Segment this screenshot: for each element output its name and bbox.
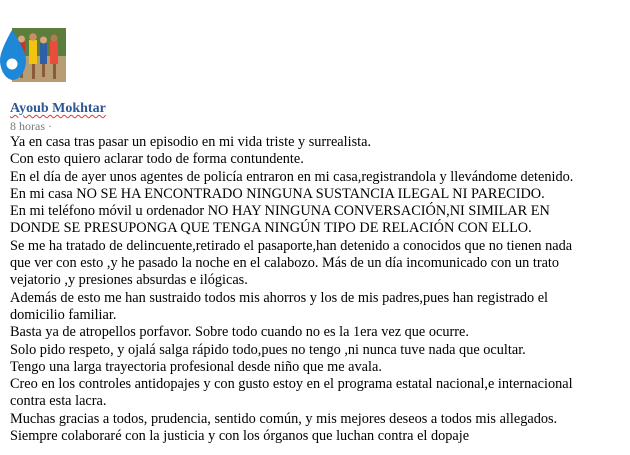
post-body — [10, 134, 624, 445]
post-line: Tengo una larga trayectoria profesional desde niño que me avala. — [10, 358, 382, 375]
post-line: Creo en los controles antidopajes y con gusto estoy en el programa estatal nacional,e internacional — [10, 376, 573, 393]
post-line: En mi teléfono móvil u ordenador NO HAY NINGUNA CONVERSACIÓN,NI SIMILAR EN — [10, 203, 550, 220]
post-line: Ya en casa tras pasar un episodio en mi vida triste y surrealista. — [10, 134, 372, 150]
post-line: Además de esto me han sustraido todos mis ahorros y los de mis padres,pues han registrado el — [10, 289, 549, 306]
post-line: Siempre colaboraré con la justicia y con los órganos que luchan contra el dopaje — [10, 428, 470, 445]
post-line: vejatorio ,y presiones absurdas e ilógicas. — [10, 272, 248, 289]
post-line: domicilio familiar. — [10, 306, 117, 323]
drop-icon — [0, 28, 34, 84]
post-line: Basta ya de atropellos porfavor. Sobre todo cuando no es la 1era vez que ocurre. — [10, 324, 469, 341]
post-line: En el día de ayer unos agentes de policía entraron en mi casa,registrandola y llevándome detenido. — [10, 168, 574, 185]
post-timestamp[interactable]: 8 horas · — [10, 119, 52, 133]
post-line: contra esta lacra. — [10, 393, 107, 410]
post-line: DONDE SE PRESUPONGA QUE TENGA NINGÚN TIPO DE RELACIÓN CON ELLO. — [10, 220, 532, 237]
post-header — [0, 28, 70, 84]
post-line: Solo pido respeto, y ojalá salga rápido todo,pues no tengo ,ni nunca tuve nada que ocultar. — [10, 341, 526, 358]
post-line: que ver con esto ,y he pasado la noche en el calabozo. Más de un día incomunicado con un trato — [10, 255, 560, 272]
post-line: Con esto quiero aclarar todo de forma contundente. — [10, 151, 304, 168]
post-line: En mi casa NO SE HA ENCONTRADO NINGUNA SUSTANCIA ILEGAL NI PARECIDO. — [10, 185, 545, 202]
post-line: Muchas gracias a todos, prudencia, sentido común, y mis mejores deseos a todos mis allegados. — [10, 410, 558, 427]
post-line: Se me ha tratado de delincuente,retirado el pasaporte,han detenido a conocidos que no tienen nada — [10, 237, 573, 254]
author-name-link[interactable]: Ayoub Mokhtar — [10, 101, 106, 116]
